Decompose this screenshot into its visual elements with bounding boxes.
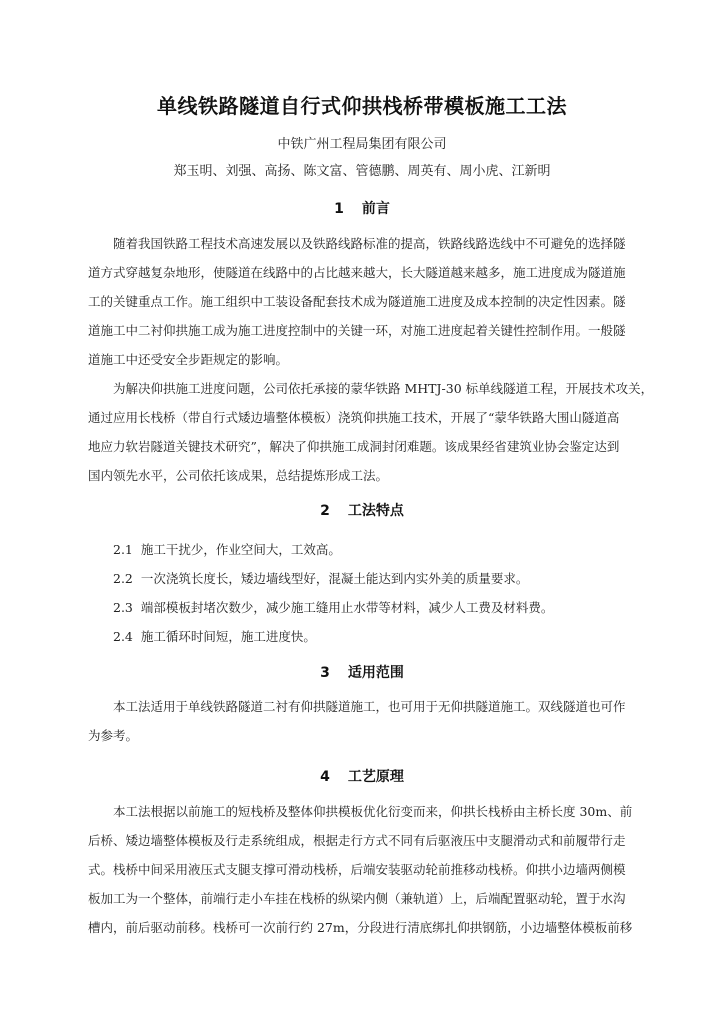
section-1-paragraph-2	[88, 374, 654, 490]
feature-item	[113, 598, 648, 616]
item-text: 施工循环时间短，施工进度快。	[140, 629, 316, 644]
paragraph-line: 槽内，前后驱动前移。栈桥可一次前行约 27m，分段进行清底绑扎仰拱钢筋，小边墙整体模板前移	[88, 920, 633, 935]
section-heading-2	[0, 500, 724, 520]
section-number: 3	[320, 665, 330, 681]
section-title: 工法特点	[347, 503, 404, 519]
item-number: 2.4	[113, 629, 133, 644]
item-number: 2.2	[113, 571, 133, 586]
item-number: 2.1	[113, 542, 133, 557]
section-heading-4	[0, 766, 724, 786]
company-name: 中铁广州工程局集团有限公司	[277, 137, 447, 152]
section-number: 1	[334, 201, 344, 217]
section-title: 适用范围	[347, 665, 404, 681]
paragraph-line: 为参考。	[88, 728, 139, 743]
paragraph-line: 本工法根据以前施工的短栈桥及整体仰拱模板优化衍变而来，仰拱长栈桥由主桥长度 30m、前	[113, 804, 633, 819]
section-4-paragraph-1	[88, 797, 648, 942]
item-text: 端部模板封堵次数少，减少施工缝用止水带等材料，减少人工费及材料费。	[140, 600, 554, 615]
paragraph-line: 道施工中还受安全步距规定的影响。	[88, 352, 289, 367]
paragraph-line: 后桥、矮边墙整体模板及行走系统组成，根据走行方式不同有后驱液压中支腿滑动式和前履带行走	[88, 833, 626, 848]
section-heading-3	[0, 662, 724, 682]
item-text: 施工干扰少，作业空间大，工效高。	[140, 542, 341, 557]
section-1-paragraph-1	[88, 229, 648, 374]
section-number: 2	[320, 503, 330, 519]
section-title: 前言	[361, 201, 390, 217]
section-heading-1	[0, 198, 724, 218]
paragraph-line: 随着我国铁路工程技术高速发展以及铁路线路标准的提高，铁路线路选线中不可避免的选择隧	[113, 236, 626, 251]
paragraph-line: 通过应用长栈桥（带自行式矮边墙整体模板）浇筑仰拱施工技术，开展了“蒙华铁路大围山隧道高	[88, 410, 620, 425]
paragraph-line: 为解决仰拱施工进度问题，公司依托承接的蒙华铁路 MHTJ-30 标单线隧道工程，开展技术攻关，	[113, 381, 654, 396]
paragraph-line: 道方式穿越复杂地形，使隧道在线路中的占比越来越大，长大隧道越来越多，施工进度成为隧道施	[88, 265, 626, 280]
paragraph-line: 板加工为一个整体，前端行走小车挂在栈桥的纵梁内侧（兼轨道）上，后端配置驱动轮，置于水沟	[88, 891, 626, 906]
section-number: 4	[320, 769, 330, 785]
paragraph-line: 工的关键重点工作。施工组织中工装设备配套技术成为隧道施工进度及成本控制的决定性因素。隧	[88, 294, 626, 309]
document-title: 单线铁路隧道自行式仰拱栈桥带模板施工工法	[157, 94, 567, 118]
paragraph-line: 本工法适用于单线铁路隧道二衬有仰拱隧道施工，也可用于无仰拱隧道施工。双线隧道也可作	[113, 699, 626, 714]
paragraph-line: 地应力软岩隧道关键技术研究”，解决了仰拱施工成洞封闭难题。该成果经省建筑业协会鉴定达到	[88, 439, 620, 454]
feature-item	[113, 569, 648, 587]
section-3-paragraph-1	[88, 692, 648, 750]
paragraph-line: 国内领先水平，公司依托该成果，总结提炼形成工法。	[88, 468, 389, 483]
item-text: 一次浇筑长度长，矮边墙线型好，混凝土能达到内实外美的质量要求。	[140, 571, 529, 586]
item-number: 2.3	[113, 600, 133, 615]
author-list: 郑玉明、刘强、高扬、陈文富、管德鹏、周英有、周小虎、江新明	[173, 164, 551, 179]
paragraph-line: 道施工中二衬仰拱施工成为施工进度控制中的关键一环，对施工进度起着关键性控制作用。一般隧	[88, 323, 626, 338]
paragraph-line: 式。栈桥中间采用液压式支腿支撑可滑动栈桥，后端安装驱动轮前推移动栈桥。仰拱小边墙两侧模	[88, 862, 626, 877]
feature-item	[113, 627, 648, 645]
section-title: 工艺原理	[347, 769, 404, 785]
feature-item	[113, 540, 648, 558]
